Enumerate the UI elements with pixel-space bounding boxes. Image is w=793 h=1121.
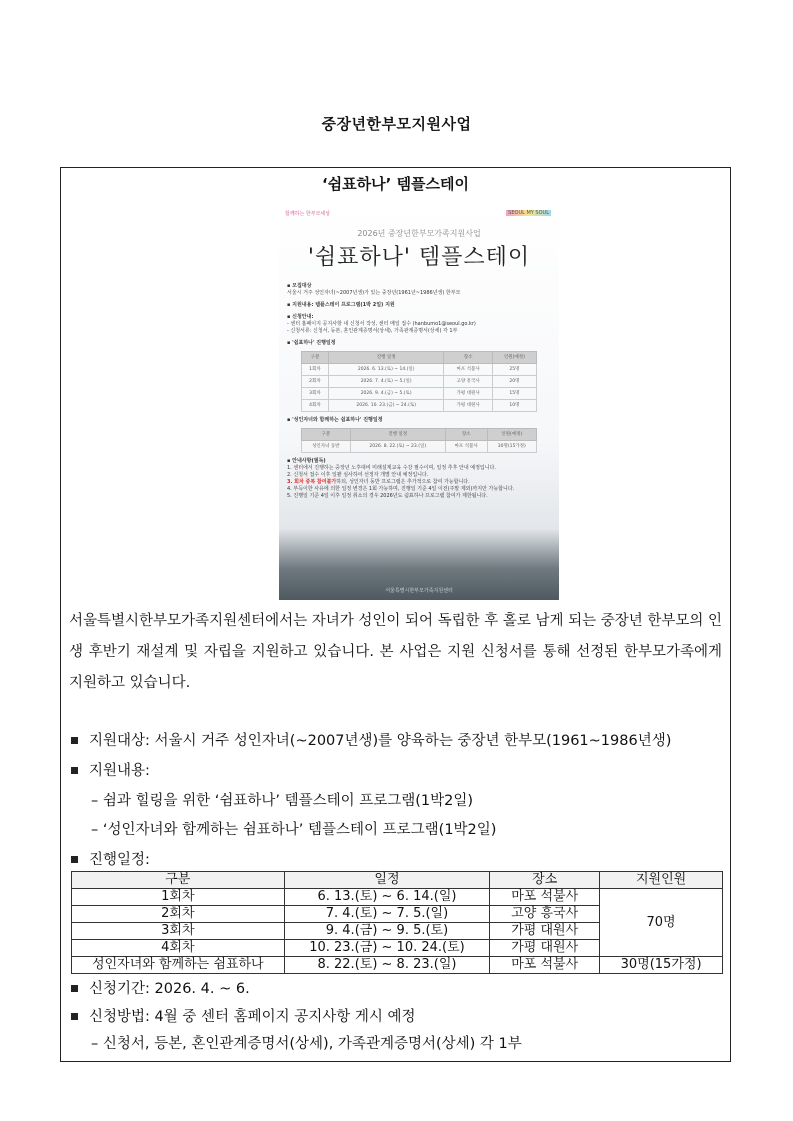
table-row	[72, 889, 723, 906]
poster-td: 2026. 7. 4.(토) ~ 5.(일)	[328, 376, 444, 388]
square-bullet-icon	[71, 767, 78, 774]
poster-td: 2026. 6. 13.(토) ~ 14.(일)	[328, 364, 444, 376]
poster-notice	[287, 479, 551, 486]
poster-td: 4회차	[302, 400, 329, 412]
square-bullet-icon	[71, 985, 78, 992]
poster-notice: 5. 진행일 기준 4일 이후 일정 취소의 경우 2026년도 쉼표하나 프로그램 참여가 제한됩니다.	[287, 493, 488, 499]
cell-shared-capacity: 70명	[600, 889, 723, 957]
poster-table-row	[302, 400, 537, 412]
poster-td: 2026. 8. 22.(토) ~ 23.(일)	[350, 441, 445, 453]
poster-footer: 서울특별시한부모가족지원센터	[385, 588, 453, 594]
item-content-sub1: – 쉼과 힐링을 위한 ‘쉼표하나’ 템플스테이 프로그램(1박2일)	[91, 793, 474, 809]
item-method	[71, 1005, 416, 1026]
cell-place: 가평 대원사	[490, 940, 600, 957]
poster-td: 고양 흥국사	[444, 376, 492, 388]
poster-td: 25명	[492, 364, 536, 376]
header-capacity: 지원인원	[600, 872, 723, 889]
poster-th: 구분	[302, 352, 329, 364]
poster-td: 1회차	[302, 364, 329, 376]
cell-round: 성인자녀와 함께하는 쉼표하나	[72, 957, 285, 974]
cell-capacity: 30명(15가정)	[600, 957, 723, 974]
poster-body	[287, 278, 551, 500]
item-period-text: 신청기간: 2026. 4. ~ 6.	[89, 981, 250, 997]
poster-td: 마포 석불사	[445, 441, 487, 453]
poster-notice: 4. 부득이한 사유에 의한 일정 변경은 1회 가능하며, 진행일 기준 4일 이전(주말 제외)까지만 가능합니다.	[287, 486, 515, 492]
poster-section-line: - 신청서류: 신청서, 등본, 혼인관계증명서(상세), 가족관계증명서(상세) 각 1부	[287, 328, 458, 334]
cell-date: 6. 13.(토) ~ 6. 14.(일)	[284, 889, 490, 906]
item-period	[71, 977, 250, 998]
item-method-sub: – 신청서, 등본, 혼인관계증명서(상세), 가족관계증명서(상세) 각 1부	[91, 1036, 522, 1052]
item-method-text: 신청방법: 4월 중 센터 홈페이지 공지사항 게시 예정	[89, 1009, 416, 1025]
square-bullet-icon	[71, 737, 78, 744]
poster-section-heading: ▪ 신청안내:	[287, 314, 314, 320]
poster-logo-left: 함께하는 한부모세상	[285, 211, 331, 217]
poster-subtitle: 2026년 중장년한부모가족지원사업	[357, 229, 481, 238]
schedule-header-row	[72, 872, 723, 889]
poster-table-row	[302, 441, 537, 453]
item-content	[71, 759, 150, 780]
poster-td: 30명(15가정)	[487, 441, 536, 453]
cell-place: 고양 흥국사	[490, 906, 600, 923]
square-bullet-icon	[71, 1013, 78, 1020]
table-row	[72, 957, 723, 974]
poster-th: 장소	[445, 429, 487, 441]
schedule-table	[71, 871, 723, 974]
poster-logo-right: SEOUL MY SOUL	[508, 210, 549, 216]
poster-td: 마포 석불사	[444, 364, 492, 376]
cell-date: 9. 4.(금) ~ 9. 5.(토)	[284, 923, 490, 940]
poster-th: 인원(예정)	[487, 429, 536, 441]
cell-round: 4회차	[72, 940, 285, 957]
poster-th: 진행 일정	[350, 429, 445, 441]
cell-round: 1회차	[72, 889, 285, 906]
poster-td: 2026. 10. 23.(금) ~ 24.(토)	[328, 400, 444, 412]
poster-schedule2-heading: ▪ '성인자녀와 함께하는 쉼표하나' 진행일정	[287, 417, 383, 423]
cell-round: 3회차	[72, 923, 285, 940]
poster-td: 2026. 9. 4.(금) ~ 5.(토)	[328, 388, 444, 400]
poster-section-heading: ▪ 지원내용: 템플스테이 프로그램(1박 2일) 지원	[287, 302, 395, 308]
cell-date: 10. 23.(금) ~ 10. 24.(토)	[284, 940, 490, 957]
poster-td: 가평 대원사	[444, 388, 492, 400]
square-bullet-icon	[71, 856, 78, 863]
document-title: 중장년한부모지원사업	[321, 115, 472, 133]
cell-place: 가평 대원사	[490, 923, 600, 940]
poster-section-line: 서울시 거주 성인자녀(~2007년생)가 있는 중장년(1961년~1986년생) 한부모	[287, 290, 461, 296]
intro-paragraph: 서울특별시한부모가족지원센터에서는 자녀가 성인이 되어 독립한 후 홀로 남게 되는 중장년 한부모의 인생 후반기 재설계 및 자립을 지원하고 있습니다. 본 사업은 지원 신청서를 통해 선정된 한부모가족에게 지원하고 있습니다.	[69, 613, 722, 691]
poster-table-row	[302, 388, 537, 400]
poster-td: 가평 대원사	[444, 400, 492, 412]
program-title: ‘쉼표하나’ 템플스테이	[321, 175, 470, 193]
item-content-text: 지원내용:	[89, 763, 150, 779]
cell-place: 마포 석불사	[490, 957, 600, 974]
poster-schedule1-heading: ▪ '쉼표하나' 진행일정	[287, 340, 336, 346]
poster-th: 진행 일정	[328, 352, 444, 364]
poster-td: 20명	[492, 376, 536, 388]
item-schedule	[71, 848, 150, 869]
program-box	[60, 167, 731, 1062]
header-round: 구분	[72, 872, 285, 889]
poster-td: 3회차	[302, 388, 329, 400]
cell-date: 8. 22.(토) ~ 8. 23.(일)	[284, 957, 490, 974]
poster-table-row	[302, 364, 537, 376]
poster-table-row	[302, 376, 537, 388]
poster-notice-heading: ▪ 안내사항(필독)	[287, 458, 326, 464]
poster-th: 인원(예정)	[492, 352, 536, 364]
poster-td: 2회차	[302, 376, 329, 388]
poster-section-line: - 센터 홈페이지 공지사항 내 신청서 작성, 센터 메일 접수 (hanbumo1@seoul.go.kr)	[287, 321, 476, 327]
poster-td: 15명	[492, 388, 536, 400]
item-target	[71, 729, 671, 750]
cell-round: 2회차	[72, 906, 285, 923]
poster-td: 10명	[492, 400, 536, 412]
poster-notice: 1. 센터에서 진행하는 중장년 노후대비 미래설계교육 수강 필수이며, 일정 추후 안내 예정입니다.	[287, 465, 496, 471]
poster-schedule2-table	[301, 428, 537, 453]
poster-th: 장소	[444, 352, 492, 364]
poster-notice: 2. 신청서 접수 이후 일괄 심사하여 선정자 개별 안내 예정입니다.	[287, 472, 429, 478]
poster-td: 성인자녀 동반	[302, 441, 351, 453]
cell-place: 마포 석불사	[490, 889, 600, 906]
program-poster	[279, 204, 559, 600]
item-target-text: 지원대상: 서울시 거주 성인자녀(~2007년생)를 양육하는 중장년 한부모(1961~1986년생)	[89, 733, 672, 749]
poster-section-heading: ▪ 모집대상	[287, 283, 312, 289]
poster-schedule1-table	[301, 351, 537, 412]
cell-date: 7. 4.(토) ~ 7. 5.(일)	[284, 906, 490, 923]
poster-notice-red: 3. 회차 중복 참여불가	[287, 479, 337, 485]
poster-th: 구분	[302, 429, 351, 441]
item-schedule-text: 진행일정:	[89, 852, 150, 868]
header-place: 장소	[490, 872, 600, 889]
poster-notice-rest: 하되, 성인자녀 동반 프로그램은 추가적으로 참여 가능합니다.	[336, 479, 470, 485]
item-content-sub2: – ‘성인자녀와 함께하는 쉼표하나’ 템플스테이 프로그램(1박2일)	[91, 822, 497, 838]
poster-title: '쉼표하나' 템플스테이	[307, 245, 531, 270]
header-date: 일정	[284, 872, 490, 889]
